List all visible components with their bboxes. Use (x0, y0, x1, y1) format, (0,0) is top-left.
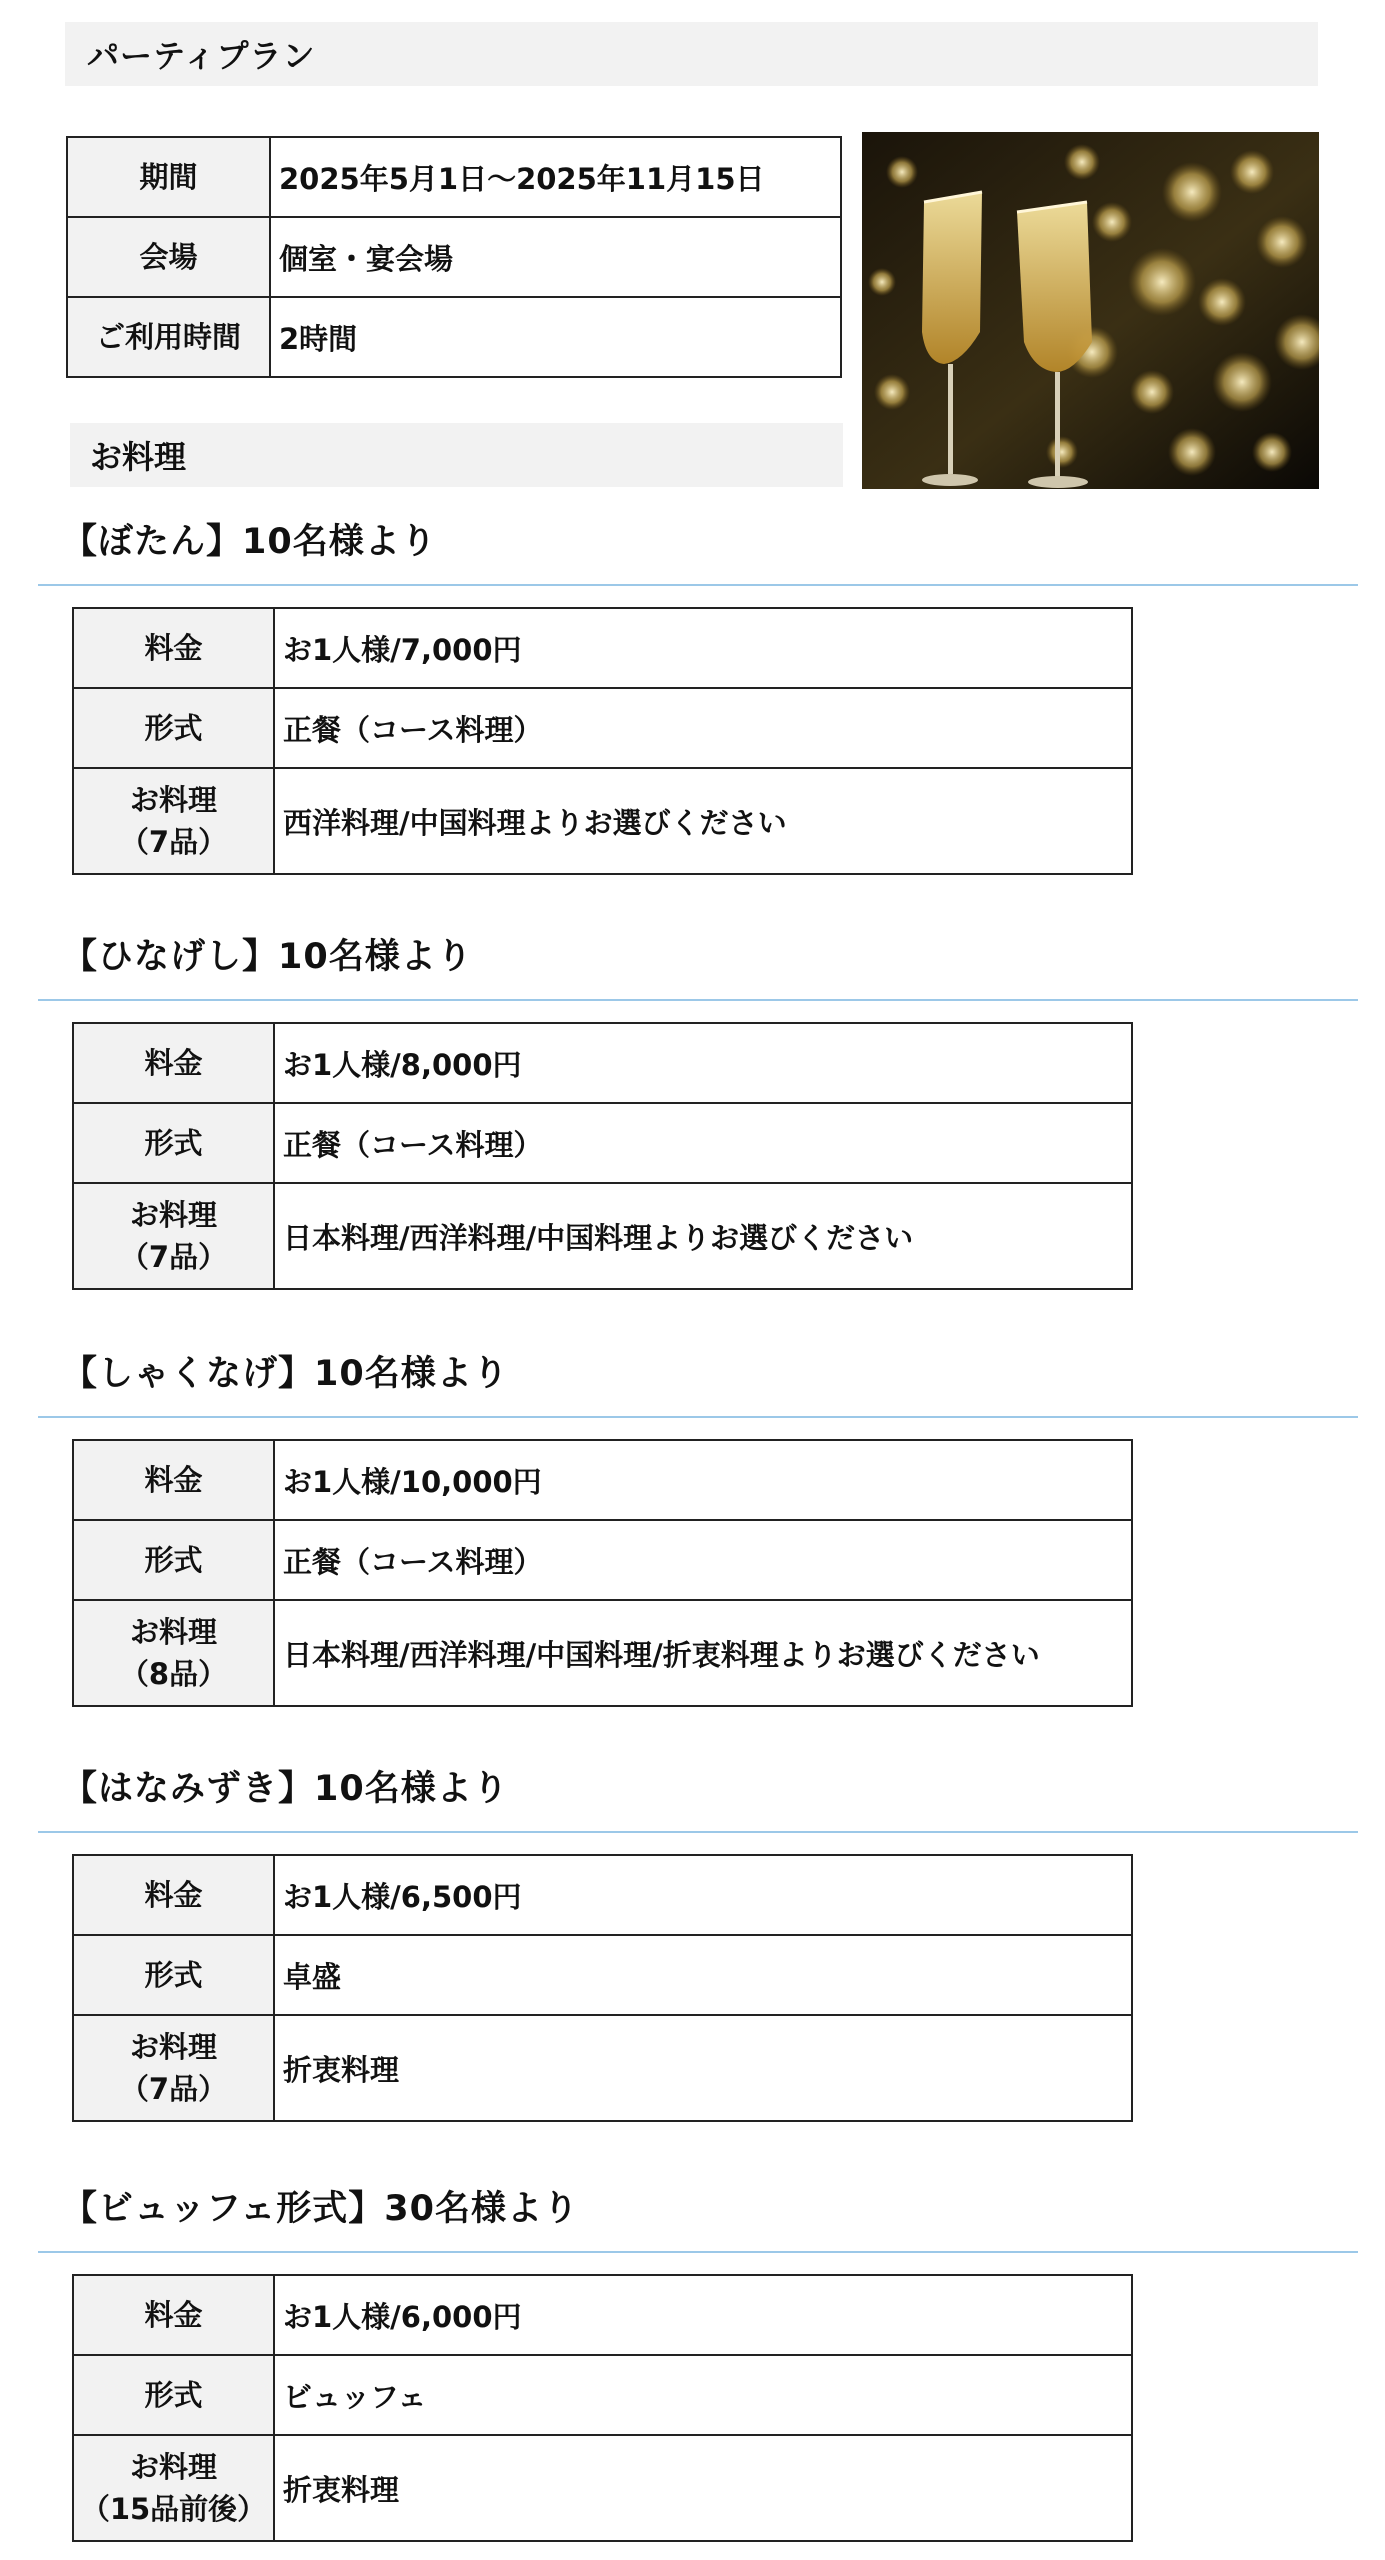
dish-count: （7品） (119, 825, 228, 859)
style-label: 形式 (73, 1935, 274, 2015)
style-label: 形式 (73, 2355, 274, 2435)
dish-label-cell (73, 2435, 274, 2541)
price-value: お1人様/7,000円 (274, 608, 1132, 688)
style-value: ビュッフェ (274, 2355, 1132, 2435)
duration-label: ご利用時間 (67, 297, 270, 377)
period-value: 2025年5月1日〜2025年11月15日 (270, 137, 841, 217)
champagne-photo (862, 132, 1319, 489)
table-row (73, 1023, 1132, 1103)
plan-table (72, 607, 1133, 875)
plan-table (72, 1439, 1133, 1707)
dish-label: お料理 (129, 2449, 217, 2484)
table-row (73, 768, 1132, 874)
page-title: パーティプラン (65, 22, 1318, 86)
table-row (67, 217, 841, 297)
table-row (73, 1935, 1132, 2015)
dish-label-cell (73, 768, 274, 874)
table-row (73, 1183, 1132, 1289)
table-row (73, 1103, 1132, 1183)
price-value: お1人様/6,500円 (274, 1855, 1132, 1935)
price-label: 料金 (73, 1440, 274, 1520)
table-row (73, 1855, 1132, 1935)
plan-divider (38, 999, 1358, 1001)
price-label: 料金 (73, 2275, 274, 2355)
plan-info-table (66, 136, 842, 378)
table-row (73, 2275, 1132, 2355)
plan-divider (38, 1831, 1358, 1833)
dish-value: 折衷料理 (274, 2015, 1132, 2121)
plan-divider (38, 2251, 1358, 2253)
table-row (67, 297, 841, 377)
dish-label: お料理 (129, 2029, 217, 2064)
dish-label: お料理 (129, 782, 217, 817)
style-value: 正餐（コース料理） (274, 688, 1132, 768)
style-value: 正餐（コース料理） (274, 1103, 1132, 1183)
dish-count: （8品） (119, 1657, 228, 1691)
dish-count: （15品前後） (80, 2492, 267, 2526)
plan-title: 【しゃくなげ】10名様より (62, 1354, 509, 1394)
price-value: お1人様/6,000円 (274, 2275, 1132, 2355)
table-row (73, 2015, 1132, 2121)
dish-value: 西洋料理/中国料理よりお選びください (274, 768, 1132, 874)
dish-value: 日本料理/西洋料理/中国料理/折衷料理よりお選びください (274, 1600, 1132, 1706)
table-row (73, 2435, 1132, 2541)
price-label: 料金 (73, 1023, 274, 1103)
duration-value: 2時間 (270, 297, 841, 377)
plan-table (72, 1854, 1133, 2122)
plan-table (72, 1022, 1133, 1290)
dish-count: （7品） (119, 2072, 228, 2106)
dish-label: お料理 (129, 1197, 217, 1232)
style-label: 形式 (73, 1103, 274, 1183)
style-label: 形式 (73, 1520, 274, 1600)
dish-count: （7品） (119, 1240, 228, 1274)
table-row (73, 1440, 1132, 1520)
price-label: 料金 (73, 1855, 274, 1935)
table-row (73, 688, 1132, 768)
table-row (73, 608, 1132, 688)
price-value: お1人様/10,000円 (274, 1440, 1132, 1520)
venue-value: 個室・宴会場 (270, 217, 841, 297)
table-row (73, 2355, 1132, 2435)
dish-label-cell (73, 2015, 274, 2121)
cuisine-section-title: お料理 (70, 423, 843, 487)
table-row (67, 137, 841, 217)
plan-title: 【ビュッフェ形式】30名様より (62, 2189, 579, 2229)
plan-title: 【ひなげし】10名様より (62, 937, 473, 977)
plan-table (72, 2274, 1133, 2542)
price-label: 料金 (73, 608, 274, 688)
dish-label-cell (73, 1183, 274, 1289)
plan-divider (38, 584, 1358, 586)
period-label: 期間 (67, 137, 270, 217)
venue-label: 会場 (67, 217, 270, 297)
plan-divider (38, 1416, 1358, 1418)
dish-value: 日本料理/西洋料理/中国料理よりお選びください (274, 1183, 1132, 1289)
style-value: 正餐（コース料理） (274, 1520, 1132, 1600)
plan-title: 【はなみずき】10名様より (62, 1769, 509, 1809)
plan-title: 【ぼたん】10名様より (62, 522, 437, 562)
style-value: 卓盛 (274, 1935, 1132, 2015)
price-value: お1人様/8,000円 (274, 1023, 1132, 1103)
table-row (73, 1600, 1132, 1706)
style-label: 形式 (73, 688, 274, 768)
table-row (73, 1520, 1132, 1600)
dish-value: 折衷料理 (274, 2435, 1132, 2541)
dish-label: お料理 (129, 1614, 217, 1649)
dish-label-cell (73, 1600, 274, 1706)
